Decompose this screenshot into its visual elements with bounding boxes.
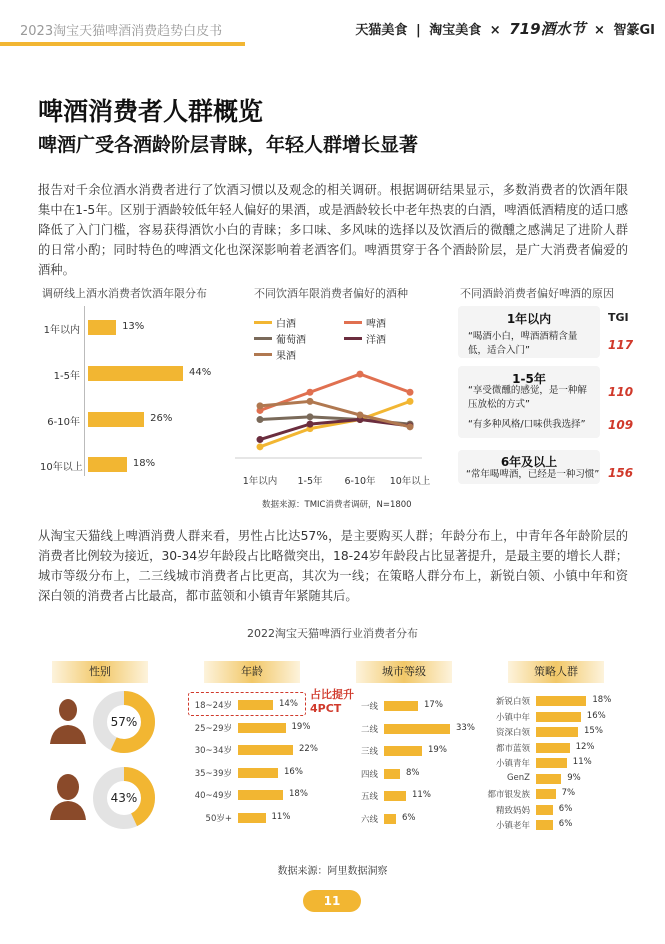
chart1-bar	[88, 457, 127, 472]
strategy-bar	[536, 820, 553, 830]
age-bar	[238, 790, 283, 800]
chart2-point	[307, 398, 314, 405]
chart2-title: 不同饮酒年限消费者偏好的酒种	[254, 287, 408, 300]
reason-text: “享受微醺的感觉，是一种解压放松的方式”	[468, 385, 587, 410]
page-number: 11	[303, 890, 361, 912]
age-bar	[238, 768, 278, 778]
age-value: 19%	[291, 721, 311, 732]
distribution-title: 2022淘宝天猫啤酒行业消费者分布	[247, 627, 418, 640]
legend-swatch-fruit	[254, 353, 272, 356]
tgi-label: TGI	[608, 311, 629, 324]
city-value: 8%	[406, 767, 420, 778]
strategy-value: 18%	[592, 695, 612, 705]
age-label: 40~49岁	[194, 791, 232, 801]
strategy-label: 小镇老年	[495, 821, 530, 831]
header-rule	[0, 42, 245, 46]
chart1-bar	[88, 320, 116, 335]
chart2-point	[407, 389, 414, 396]
chart2-tick-label: 1年以内	[242, 476, 278, 487]
strategy-value: 12%	[575, 741, 595, 752]
strategy-value: 7%	[561, 788, 576, 798]
strategy-label: GenZ	[506, 772, 530, 783]
demographics-paragraph: 从淘宝天猫线上啤酒消费人群来看，男性占比达57%，是主要购买人群；年龄分布上，中青年各年龄阶层的消费者比例较为接近，30-34岁年龄段占比略微突出，18-24岁年龄段占比显著提升，是最主要的增长人群；城市等级分布上，二三线城市消费者占比更高，其次为一线；在策略人群分布上，新锐白领、小镇中年和资深白领的消费者占比最高，都市蓝领和小镇青年紧随其后。	[38, 529, 628, 603]
strategy-bar	[536, 774, 561, 784]
reason-text: “常年喝啤酒，已经是一种习惯”	[466, 469, 600, 480]
strategy-bar	[536, 758, 567, 768]
age-value: 11%	[271, 811, 291, 822]
city-value: 19%	[428, 745, 447, 755]
age-label: 30~34岁	[194, 746, 232, 756]
strategy-value: 6%	[558, 803, 573, 814]
chart1-value-label: 26%	[150, 413, 173, 424]
strategy-header: 策略人群	[508, 661, 604, 683]
drink-festival-logo: 719酒水节	[509, 20, 586, 38]
age-label: 35~39岁	[194, 768, 232, 779]
chart1-bar	[88, 412, 144, 427]
legend-label-baijiu: 白酒	[276, 319, 296, 330]
city-value: 6%	[402, 812, 416, 823]
logo-times-1: ×	[489, 23, 501, 38]
chart1-value-label: 18%	[132, 458, 156, 469]
chart2-source: 数据来源：TMIC消费者调研，N=1800	[262, 500, 412, 510]
age-header: 年龄	[204, 661, 300, 683]
female-icon	[48, 774, 88, 820]
age-label: 50岁+	[205, 813, 232, 824]
strategy-value: 6%	[558, 819, 573, 829]
chart1-category-label: 1年以内	[43, 325, 80, 336]
age-bar	[238, 813, 266, 823]
age-bar	[238, 723, 286, 733]
chart1-category-label: 1-5年	[53, 371, 80, 382]
city-bar	[384, 769, 400, 779]
female-share: 43%	[110, 791, 138, 805]
city-header: 城市等级	[356, 661, 452, 683]
chart2-point	[357, 371, 364, 378]
age-label: 18~24岁	[194, 701, 232, 711]
page-subtitle: 啤酒广受各酒龄阶层青睐，年轻人群增长显著	[38, 134, 419, 156]
chart2-point	[307, 389, 314, 396]
age-value: 16%	[284, 766, 303, 777]
legend-swatch-wine	[254, 337, 272, 340]
logo-times-2: ×	[594, 23, 605, 38]
city-label: 一线	[360, 702, 378, 712]
city-value: 33%	[456, 722, 475, 733]
male-share: 57%	[110, 715, 138, 729]
tgi-value: 156	[608, 466, 634, 480]
chart2-point	[407, 423, 414, 430]
reason-group-2	[458, 366, 600, 438]
zhizhuan-logo: 智篆GI	[613, 23, 655, 38]
legend-label-liquor: 洋酒	[366, 335, 386, 346]
reason-group-1	[458, 306, 600, 358]
strategy-label: 都市银发族	[487, 790, 530, 800]
strategy-value: 16%	[586, 710, 606, 721]
chart1-axis	[84, 306, 85, 476]
intro-paragraph: 报告对千余位酒水消费者进行了饮酒习惯以及观念的相关调研。根据调研结果显示，多数消费者的饮酒年限集中在1-5年。区别于酒龄较低年轻人偏好的果酒，或是酒龄较长中老年热衷的白酒，啤酒低酒精度的适口感降低了入门门槛，容易获得酒饮小白的青睐；多口味、多风味的选择以及饮酒后的微醺之感满足了进阶人群的日常小酌；同时特色的啤酒文化也深深影响着老酒客们。啤酒贯穿于各个酒龄阶层，是广大消费者偏爱的酒种。	[38, 183, 628, 277]
city-bar	[384, 724, 450, 734]
legend-swatch-baijiu	[254, 321, 272, 324]
chart2-point	[307, 413, 314, 420]
city-bar	[384, 791, 406, 801]
age-callout-text: 占比提升4PCT	[310, 688, 354, 715]
chart1-title: 调研线上酒水消费者饮酒年限分布	[42, 287, 207, 300]
city-bar	[384, 814, 396, 824]
chart2-legend	[254, 308, 434, 362]
strategy-label: 小镇中年	[495, 712, 530, 723]
reason-text: “有多种风格/口味供我选择”	[468, 419, 586, 430]
reason-group-3	[458, 450, 600, 484]
distribution-source: 数据来源：阿里数据洞察	[277, 866, 388, 877]
legend-label-fruit: 果酒	[276, 351, 296, 362]
city-bar	[384, 701, 418, 711]
reason-text: “喝酒小白，啤酒酒精含量低，适合入门”	[468, 331, 578, 356]
strategy-label: 精致妈妈	[495, 805, 530, 816]
reason-group-1-head: 1年以内	[506, 312, 552, 326]
city-label: 六线	[360, 814, 378, 825]
gender-header: 性别	[52, 661, 148, 683]
tgi-value: 117	[608, 338, 634, 352]
strategy-label: 新锐白领	[495, 697, 530, 707]
chart1-bar	[88, 366, 183, 381]
strategy-bar	[536, 805, 553, 815]
strategy-bar	[536, 712, 581, 722]
city-label: 四线	[360, 769, 378, 780]
city-label: 五线	[360, 792, 378, 802]
age-callout-box	[188, 692, 306, 716]
age-value: 14%	[279, 699, 298, 709]
strategy-bar	[536, 727, 578, 737]
strategy-label: 小镇青年	[495, 759, 530, 769]
chart2-point	[357, 412, 364, 419]
strategy-value: 11%	[572, 757, 592, 767]
chart1-category-label: 6-10年	[47, 417, 80, 428]
reason-group-2-head: 1-5年	[512, 372, 546, 386]
strategy-bar	[536, 696, 586, 706]
strategy-value: 9%	[567, 772, 581, 783]
legend-swatch-beer	[344, 321, 362, 324]
strategy-bar	[536, 789, 556, 799]
logo-divider: |	[415, 23, 421, 38]
chart2-point	[257, 436, 264, 443]
strategy-value: 15%	[584, 726, 603, 736]
chart1-category-label: 10年以上	[40, 462, 83, 473]
age-value: 22%	[299, 744, 318, 754]
chart1-value-label: 13%	[122, 321, 145, 332]
reasons-title: 不同酒龄消费者偏好啤酒的原因	[460, 287, 614, 300]
partner-logos	[351, 18, 655, 39]
strategy-bar	[536, 743, 570, 753]
chart2-tick-label: 1-5年	[297, 476, 323, 487]
age-bar	[238, 745, 293, 755]
age-value: 18%	[289, 789, 308, 799]
taobao-food-logo: 淘宝美食	[429, 23, 482, 38]
legend-swatch-liquor	[344, 337, 362, 340]
tgi-value: 110	[608, 385, 634, 399]
tmall-food-logo: 天猫美食	[355, 23, 408, 38]
city-label: 二线	[360, 724, 378, 735]
chart2-point	[307, 421, 314, 428]
reason-group-3-head: 6年及以上	[500, 455, 558, 469]
city-value: 11%	[412, 790, 431, 800]
city-label: 三线	[360, 747, 378, 757]
header-title: 2023淘宝天猫啤酒消费趋势白皮书	[20, 24, 223, 39]
male-icon	[48, 698, 88, 744]
strategy-label: 资深白领	[495, 728, 530, 738]
legend-label-wine: 葡萄酒	[276, 335, 306, 346]
chart2-point	[257, 416, 264, 423]
tgi-value: 109	[608, 418, 634, 432]
legend-label-beer: 啤酒	[366, 319, 386, 330]
chart2-point	[407, 398, 414, 405]
page-title: 啤酒消费者人群概览	[38, 97, 264, 126]
strategy-label: 都市蓝领	[495, 743, 530, 754]
chart2-point	[257, 443, 264, 450]
city-bar	[384, 746, 422, 756]
chart1-value-label: 44%	[189, 367, 212, 378]
chart2-svg	[230, 360, 431, 490]
age-label: 25~29岁	[194, 723, 232, 734]
chart2-point	[257, 402, 264, 409]
chart2-tick-label: 10年以上	[389, 476, 431, 487]
city-value: 17%	[424, 700, 443, 710]
chart2-tick-label: 6-10年	[344, 476, 376, 487]
